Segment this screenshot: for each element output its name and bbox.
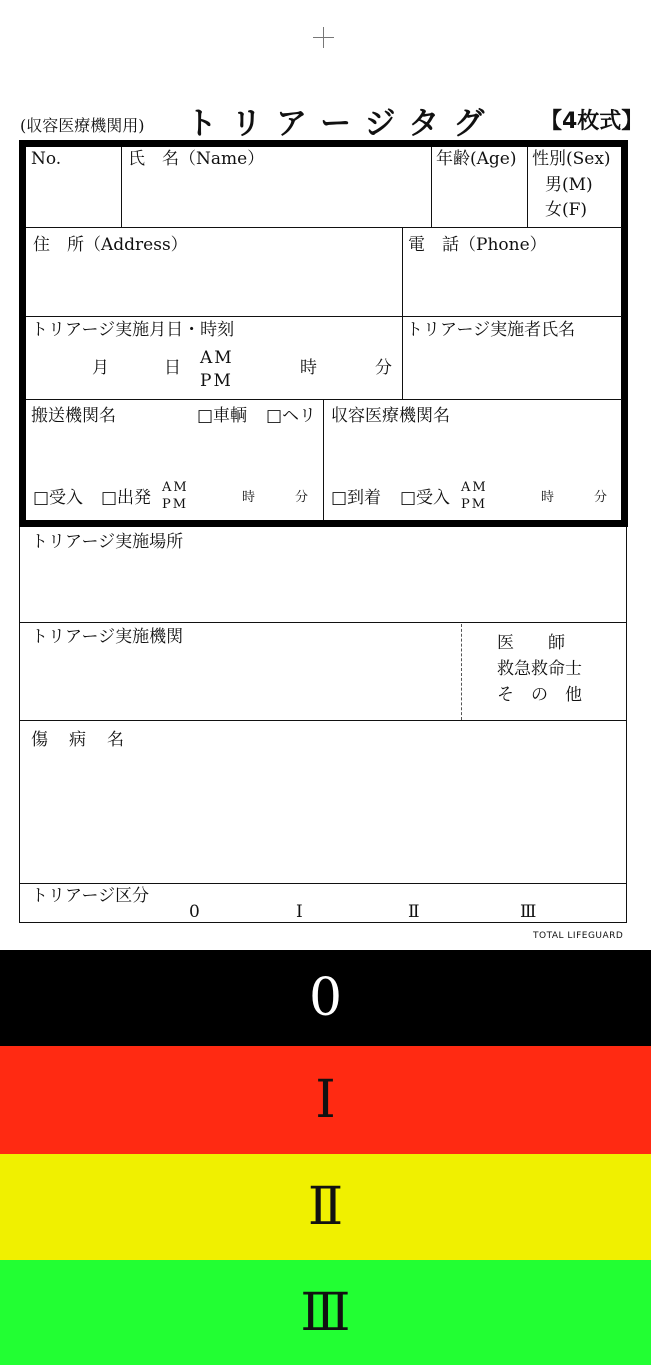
sex-male-option[interactable]: 男(M): [545, 175, 593, 195]
brand-label: TOTAL LIFEGUARD: [533, 931, 624, 941]
tag-type-label: 【4枚式】: [540, 109, 644, 134]
month-label: 月: [92, 358, 109, 378]
pm-label: PM: [162, 497, 189, 512]
doctor-option[interactable]: 医 師: [497, 633, 565, 653]
triage-place-label: トリアージ実施場所: [31, 532, 184, 552]
triage-person-label: トリアージ実施者氏名: [406, 320, 576, 340]
header-subtitle: (収容医療機関用): [20, 116, 145, 135]
name-label: 氏 名（Name）: [128, 149, 265, 169]
divider: [431, 147, 432, 227]
triage-org-label: トリアージ実施機関: [31, 627, 184, 647]
divider: [26, 316, 622, 317]
divider: [19, 622, 627, 623]
band-label: Ⅲ: [300, 1282, 351, 1343]
no-label: No.: [31, 149, 62, 169]
sex-female-option[interactable]: 女(F): [545, 200, 588, 220]
pm-label: PM: [461, 497, 488, 512]
hour-label: 時: [541, 490, 555, 505]
hour-label: 時: [242, 490, 256, 505]
triage-category-label: トリアージ区分: [31, 886, 150, 906]
received-checkbox[interactable]: □受入: [400, 488, 451, 508]
day-label: 日: [164, 358, 181, 378]
divider: [323, 400, 324, 520]
sex-label: 性別(Sex): [532, 149, 611, 169]
divider: [527, 147, 528, 227]
triage-band-green[interactable]: [0, 1260, 651, 1365]
category-3: Ⅲ: [520, 902, 537, 922]
injury-label: 傷 病 名: [31, 730, 126, 750]
divider: [26, 227, 622, 228]
triage-band-black[interactable]: [0, 950, 651, 1046]
phone-label: 電 話（Phone）: [408, 235, 547, 255]
address-label: 住 所（Address）: [33, 235, 188, 255]
band-label: 0: [308, 968, 343, 1028]
band-label: Ⅱ: [307, 1177, 344, 1237]
departure-checkbox[interactable]: □出発: [101, 488, 152, 508]
paramedic-option[interactable]: 救急救命士: [497, 659, 582, 679]
age-label: 年齢(Age): [436, 149, 517, 169]
band-label: I: [315, 1070, 336, 1130]
triage-band-red[interactable]: [0, 1046, 651, 1154]
divider: [19, 720, 627, 721]
category-0: 0: [189, 902, 200, 922]
vehicle-checkbox[interactable]: □車輌: [197, 406, 248, 426]
arrival-checkbox[interactable]: □到着: [331, 488, 382, 508]
divider: [121, 147, 122, 227]
category-1: I: [296, 902, 303, 922]
minute-label: 分: [594, 490, 608, 505]
divider: [19, 883, 627, 884]
page-title: トリアージタグ: [186, 106, 499, 142]
minute-label: 分: [295, 490, 309, 505]
received-checkbox[interactable]: □受入: [33, 488, 84, 508]
category-2: Ⅱ: [408, 902, 420, 922]
hour-label: 時: [300, 358, 317, 378]
heli-checkbox[interactable]: □ヘリ: [266, 406, 317, 426]
triage-band-yellow[interactable]: [0, 1154, 651, 1260]
dashed-divider: [461, 624, 462, 720]
other-option[interactable]: そ の 他: [497, 685, 582, 705]
am-label: AM: [461, 480, 488, 495]
am-label: AM: [162, 480, 189, 495]
pm-label: PM: [200, 371, 233, 391]
triage-datetime-label: トリアージ実施月日・時刻: [31, 320, 235, 340]
crosshair-mark: [323, 27, 324, 48]
am-label: AM: [200, 348, 234, 368]
divider: [26, 399, 622, 400]
divider: [402, 228, 403, 399]
transport-org-label: 搬送機関名: [31, 406, 116, 426]
receiving-hospital-label: 収容医療機関名: [331, 406, 450, 426]
minute-label: 分: [375, 358, 392, 378]
